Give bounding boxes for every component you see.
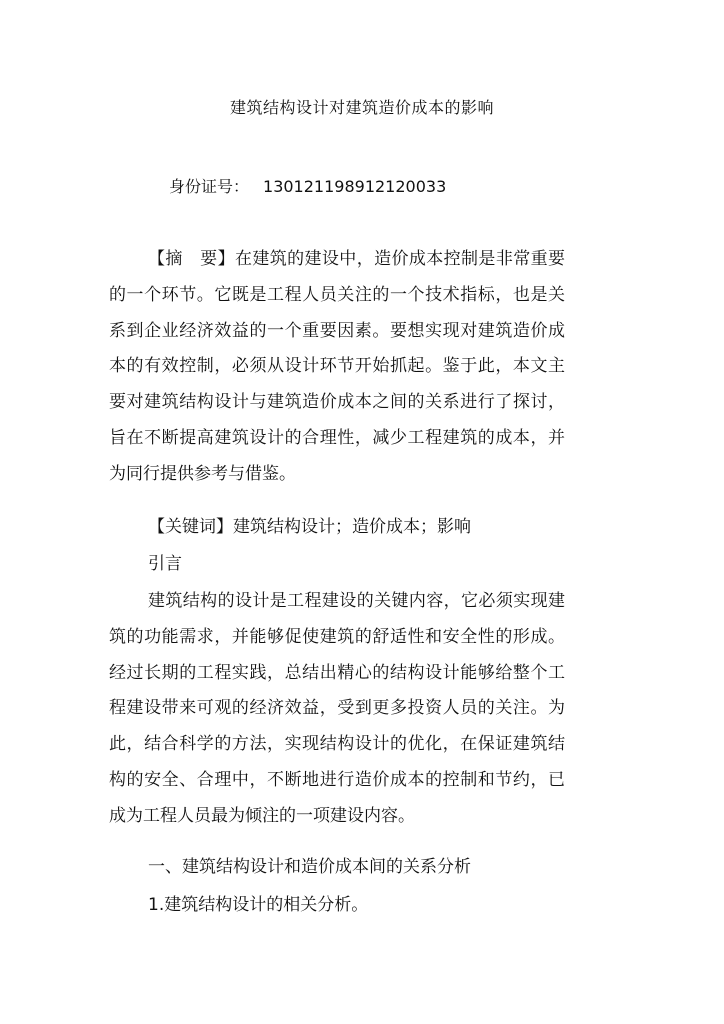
- intro-paragraph: 建筑结构的设计是工程建设的关键内容，它必须实现建筑的功能需求，并能够促使建筑的舒适性和安全性的形成。经过长期的工程实践，总结出精心的结构设计能够给整个工程建设带来可观的经济效益，受到更多投资人员的关注。为此，结合科学的方法，实现结构设计的优化，在保证建筑结构的安全、合理中，不断地进行造价成本的控制和节约，已成为工程人员最为倾注的一项建设内容。: [109, 591, 565, 826]
- document-title: 建筑结构设计对建筑造价成本的影响: [229, 98, 494, 117]
- id-label: 身份证号：: [169, 177, 250, 196]
- abstract-paragraph: 【摘 要】在建筑的建设中，造价成本控制是非常重要的一个环节。它既是工程人员关注的一个技术指标，也是关系到企业经济效益的一个重要因素。要想实现对建筑造价成本的有效控制，必须从设计环节开始抓起。鉴于此，本文主要对建筑结构设计与建筑造价成本之间的关系进行了探讨，旨在不断提高建筑设计的合理性，减少工程建筑的成本，并为同行提供参考与借鉴。: [109, 249, 565, 484]
- section-1-1-heading: 1.建筑结构设计的相关分析。: [148, 895, 369, 915]
- keywords-line: 【关键词】建筑结构设计；造价成本；影响: [148, 517, 471, 537]
- section-1-heading: 一、建筑结构设计和造价成本间的关系分析: [148, 857, 471, 877]
- id-number-line: [169, 175, 446, 199]
- intro-heading: 引言: [148, 554, 182, 574]
- id-value: 130121198912120033: [263, 177, 447, 196]
